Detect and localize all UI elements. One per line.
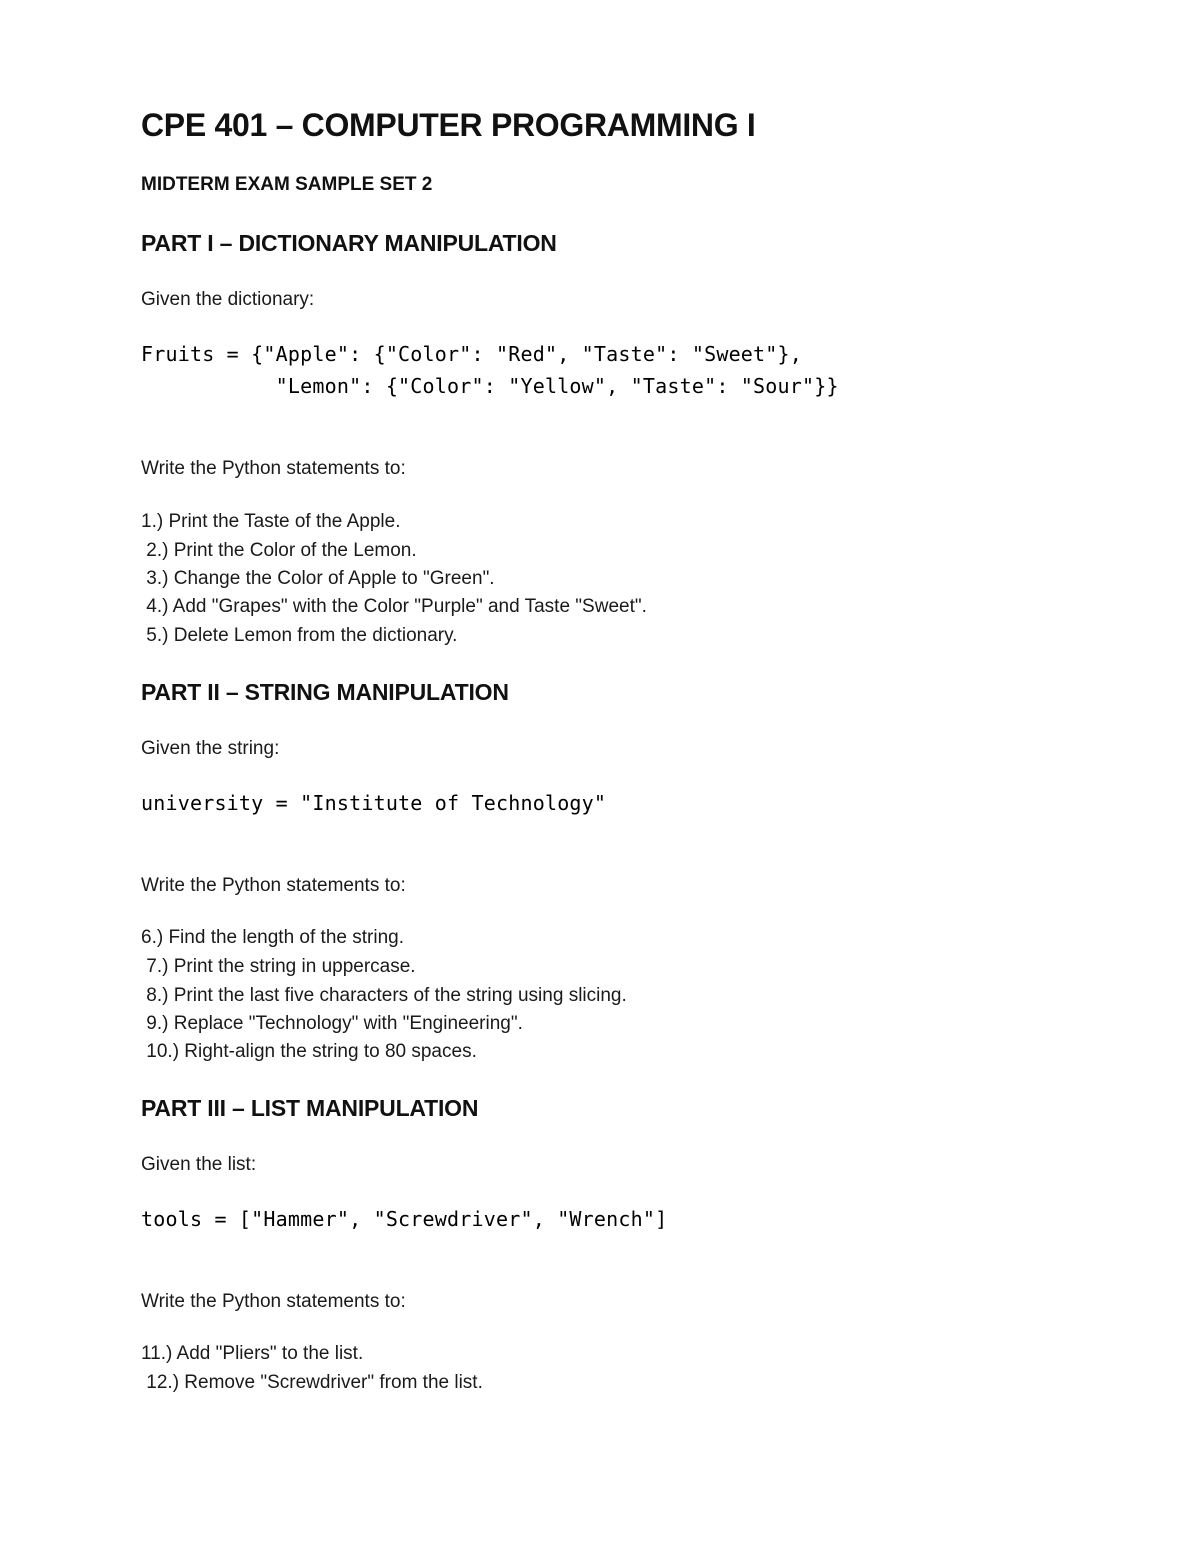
part-1-instruction: Write the Python statements to: — [141, 458, 406, 479]
question-item: 3.) Change the Color of Apple to "Green". — [141, 568, 495, 589]
part-3-code-line: tools = ["Hammer", "Screwdriver", "Wrench"] — [141, 1207, 668, 1231]
part-1-code-line: "Lemon": {"Color": "Yellow", "Taste": "Sour"}} — [141, 374, 839, 398]
part-2-code-line: university = "Institute of Technology" — [141, 791, 607, 815]
part-1-intro: Given the dictionary: — [141, 289, 315, 310]
part-3-heading: PART III – LIST MANIPULATION — [141, 1095, 479, 1121]
question-item: 8.) Print the last five characters of the string using slicing. — [141, 985, 627, 1006]
question-item: 11.) Add "Pliers" to the list. — [141, 1343, 364, 1364]
part-1-code-line: Fruits = {"Apple": {"Color": "Red", "Taste": "Sweet"}, — [141, 342, 803, 366]
part-3-instruction: Write the Python statements to: — [141, 1291, 406, 1312]
part-3-intro: Given the list: — [141, 1154, 257, 1175]
question-item: 9.) Replace "Technology" with "Engineering". — [141, 1013, 523, 1034]
question-item: 4.) Add "Grapes" with the Color "Purple" and Taste "Sweet". — [141, 596, 647, 617]
question-item: 1.) Print the Taste of the Apple. — [141, 511, 401, 532]
document-title: CPE 401 – COMPUTER PROGRAMMING I — [141, 107, 756, 143]
part-2-instruction: Write the Python statements to: — [141, 875, 406, 896]
question-item: 7.) Print the string in uppercase. — [141, 956, 416, 977]
question-item: 2.) Print the Color of the Lemon. — [141, 540, 417, 561]
document-subtitle: MIDTERM EXAM SAMPLE SET 2 — [141, 174, 433, 195]
question-item: 12.) Remove "Screwdriver" from the list. — [141, 1372, 483, 1393]
question-item: 5.) Delete Lemon from the dictionary. — [141, 625, 458, 646]
part-2-intro: Given the string: — [141, 738, 280, 759]
part-2-heading: PART II – STRING MANIPULATION — [141, 679, 509, 705]
part-1-heading: PART I – DICTIONARY MANIPULATION — [141, 230, 557, 256]
question-item: 6.) Find the length of the string. — [141, 927, 404, 948]
question-item: 10.) Right-align the string to 80 spaces. — [141, 1041, 477, 1062]
